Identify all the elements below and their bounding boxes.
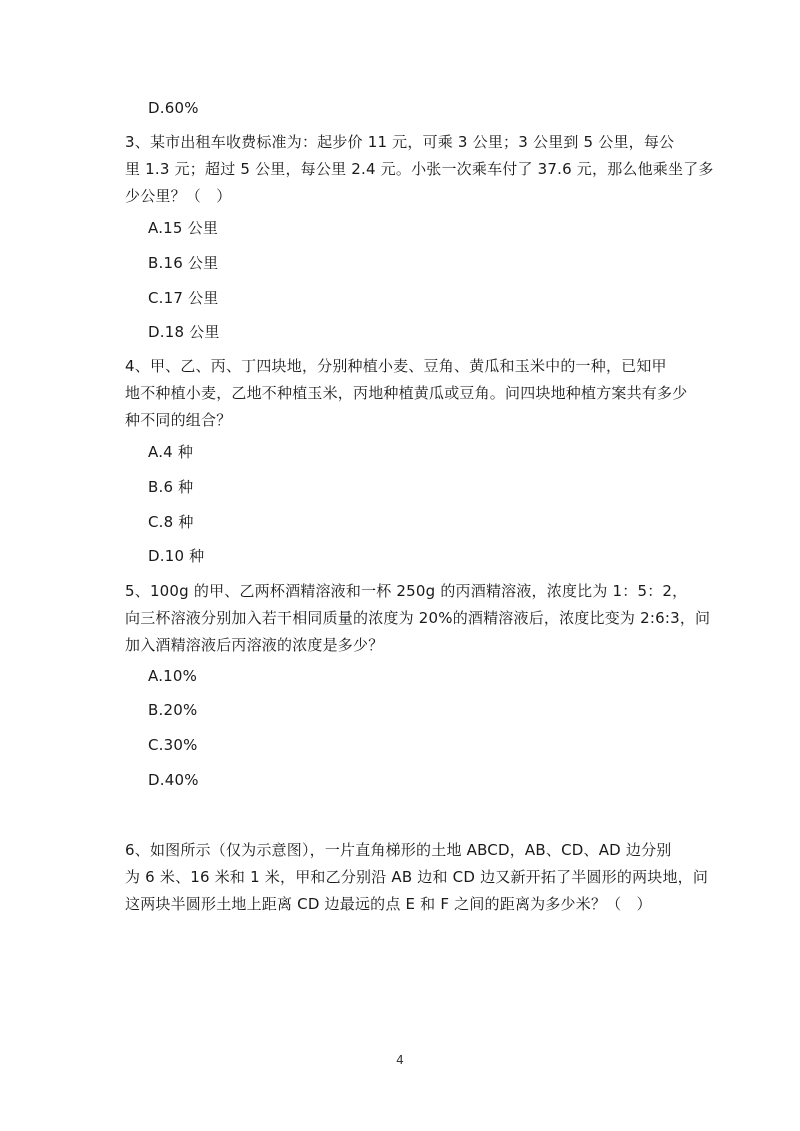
- question-3-line-3: 少公里？（ ）: [125, 187, 232, 205]
- question-3-option-c: C.17 公里: [148, 289, 219, 307]
- question-4-option-c: C.8 种: [148, 513, 194, 531]
- question-4-line-1: 4、甲、乙、丙、丁四块地，分别种植小麦、豆角、黄瓜和玉米中的一种，已知甲: [125, 357, 667, 375]
- question-3-option-a: A.15 公里: [148, 219, 219, 237]
- question-4-option-d: D.10 种: [148, 547, 205, 565]
- question-5-line-3: 加入酒精溶液后丙溶液的浓度是多少？: [125, 636, 384, 654]
- question-6-line-1: 6、如图所示（仅为示意图），一片直角梯形的土地 ABCD，AB、CD、AD 边分别: [125, 841, 672, 859]
- question-3-option-b: B.16 公里: [148, 254, 219, 272]
- question-4-option-b: B.6 种: [148, 478, 194, 496]
- question-5-option-a: A.10%: [148, 667, 198, 685]
- question-5-line-1: 5、100g 的甲、乙两杯酒精溶液和一杯 250g 的丙酒精溶液，浓度比为 1：5：2，: [125, 582, 688, 600]
- question-3-line-2: 里 1.3 元；超过 5 公里，每公里 2.4 元。小张一次乘车付了 37.6 元，那么他乘坐了多: [125, 160, 714, 178]
- question-5-option-c: C.30%: [148, 736, 198, 754]
- question-6-line-3: 这两块半圆形土地上距离 CD 边最远的点 E 和 F 之间的距离为多少米？（ ）: [125, 895, 652, 913]
- question-6-line-2: 为 6 米、16 米和 1 米，甲和乙分别沿 AB 边和 CD 边又新开拓了半圆形的两块地，问: [125, 868, 709, 886]
- question-4-line-3: 种不同的组合？: [125, 411, 232, 429]
- question-5-option-b: B.20%: [148, 701, 198, 719]
- page-number: 4: [396, 1053, 404, 1067]
- question-4-line-2: 地不种植小麦，乙地不种植玉米，丙地种植黄瓜或豆角。问四块地种植方案共有多少: [125, 384, 688, 402]
- question-5-line-2: 向三杯溶液分别加入若干相同质量的浓度为 20%的酒精溶液后，浓度比变为 2:6:3，问: [125, 609, 711, 627]
- question-3-line-1: 3、某市出租车收费标准为：起步价 11 元，可乘 3 公里；3 公里到 5 公里，每公: [125, 133, 675, 151]
- question-3-option-d: D.18 公里: [148, 323, 220, 341]
- prev-option-d: D.60%: [148, 99, 199, 117]
- question-4-option-a: A.4 种: [148, 443, 194, 461]
- question-5-option-d: D.40%: [148, 771, 199, 789]
